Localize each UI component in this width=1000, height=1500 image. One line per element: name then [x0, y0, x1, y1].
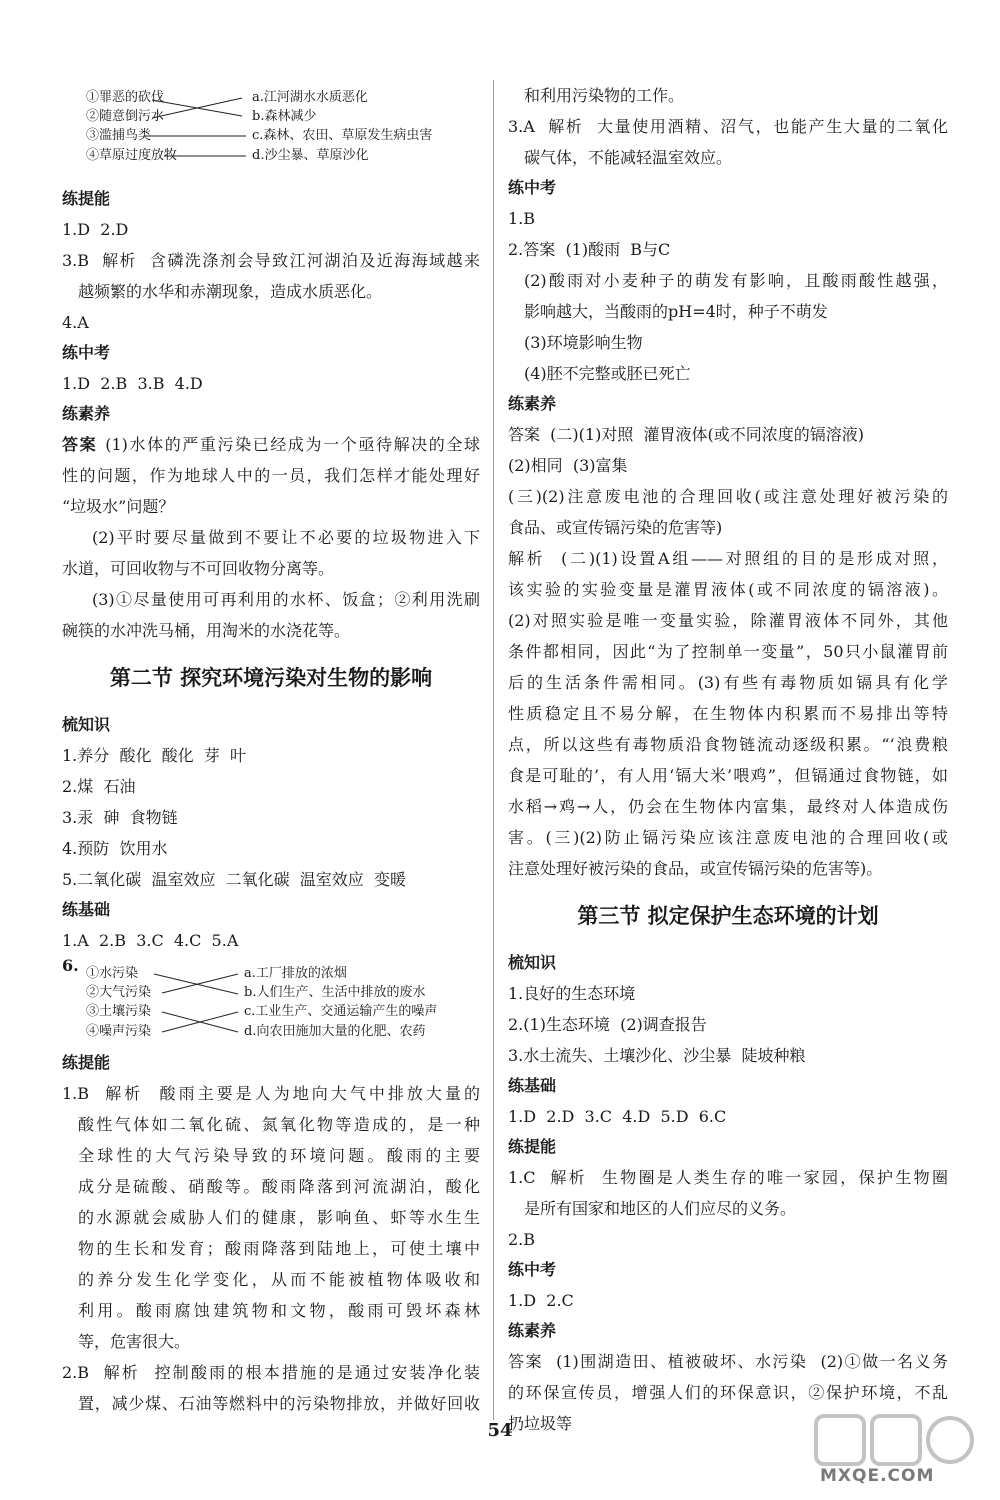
answer-line: 全球性的大气污染导致的环境问题。酸雨的主要: [78, 1146, 480, 1165]
watermark-text: MXQE.COM: [820, 1466, 935, 1486]
answer-line: 2.B: [508, 1230, 536, 1249]
section-2-title: 第二节 探究环境污染对生物的影响: [109, 666, 433, 690]
answer-text: (1)水体的严重污染已经成为一个亟待解决的全球: [105, 435, 480, 454]
match1-right-a: a.江河湖水水质恶化: [252, 90, 368, 105]
answer-line: 3.B 解析 含磷洗涤剂会导致江河湖泊及近海海域越来: [62, 251, 480, 270]
answer-line: 2.(1)生态环境 (2)调查报告: [508, 1015, 707, 1034]
answer-line: (3)①尽量使用可再利用的水杯、饭盒；②利用洗刷: [92, 590, 480, 609]
match1-right-c: c.森林、农田、草原发生病虫害: [252, 128, 433, 143]
answer-line: 2.答案 (1)酸雨 B与C: [508, 240, 671, 259]
analysis-line: 害。(三)(2)防止镉污染应该注意废电池的合理回收(或: [508, 828, 948, 847]
answer-line: 性的问题，作为地球人中的一员，我们怎样才能处理好: [62, 466, 480, 485]
analysis-line: 注意处理好被污染的食品，或宣传镉污染的危害等)。: [508, 859, 883, 878]
answer-line: (2)相同 (3)富集: [508, 456, 628, 475]
answer-line: 1.养分 酸化 酸化 芽 叶: [62, 746, 246, 765]
match1-left-1: ①罪恶的砍伐: [86, 90, 165, 105]
answer-line: 食品、或宣传镉污染的危害等): [508, 518, 723, 537]
right-column: [508, 80, 948, 1439]
answer-line: 置，减少煤、石油等燃料中的污染物排放，并做好回收: [78, 1394, 480, 1413]
match2-right-b: b.人们生产、生活中排放的废水: [244, 985, 426, 1000]
section-head-jichu: 练基础: [62, 900, 111, 919]
answer-line: 1.D 2.C: [508, 1291, 574, 1310]
analysis-line: 性质稳定且不易分解，在生物体内积累而不易排出等特: [508, 704, 948, 723]
answer-line: 1.B 解析 酸雨主要是人为地向大气中排放大量的: [62, 1084, 480, 1103]
answer-line: 答案 (二)(1)对照 灌胃液体(或不同浓度的镉溶液): [508, 425, 864, 444]
answer-line: 和利用污染物的工作。: [524, 86, 685, 105]
analysis-line: 解析 (二)(1)设置A组——对照组的目的是形成对照，: [508, 549, 948, 568]
analysis-line: (2)对照实验是唯一变量实验，除灌胃液体不同外，其他: [508, 611, 948, 630]
match1-right-b: b.森林减少: [252, 109, 317, 124]
section-head-shuzhishi: 梳知识: [508, 953, 557, 972]
answer-line: 水道，可回收物与不可回收物分离等。: [62, 559, 335, 578]
answer-line: (2)平时要尽量做到不要让不必要的垃圾物进入下: [92, 528, 480, 547]
match1-left-3: ③滥捕鸟类: [86, 128, 152, 143]
match2-left-1: ①水污染: [86, 966, 139, 981]
answer-line: 扔垃圾等: [508, 1414, 573, 1433]
answer-line: 碗筷的水冲洗马桶，用淘米的水浇花等。: [62, 621, 351, 640]
match2-left-3: ③土壤污染: [86, 1004, 152, 1019]
answer-tag: 答案: [62, 435, 98, 454]
answer-line: 的环保宣传员，增强人们的环保意识，②保护环境，不乱: [508, 1383, 948, 1402]
answer-line: 4.预防 饮用水: [62, 839, 168, 858]
answer-line: 的养分发生化学变化，从而不能被植物体吸收和: [78, 1270, 480, 1289]
match2-right-a: a.工厂排放的浓烟: [244, 966, 347, 981]
answer-line: 3.A 解析 大量使用酒精、沼气，也能产生大量的二氧化: [508, 117, 948, 136]
analysis-line: 食是可耻的’，有人用‘镉大米’喂鸡”，但镉通过食物链，如: [508, 766, 948, 785]
answer-line: 碳气体，不能减轻温室效应。: [524, 148, 733, 167]
section-head-jichu: 练基础: [508, 1076, 557, 1095]
analysis-line: 该实验的实验变量是灌胃液体(或不同浓度的镉溶液)。: [508, 580, 948, 599]
section-head-zhongkao: 练中考: [62, 343, 111, 362]
answer-line: 2.B 解析 控制酸雨的根本措施的是通过安装净化装: [62, 1363, 480, 1382]
section-head-lianti: 练提能: [62, 189, 111, 208]
section-head-lianti-2: 练提能: [62, 1053, 111, 1072]
answer-line: 1.D 2.D 3.C 4.D 5.D 6.C: [508, 1107, 727, 1126]
answer-line: (三)(2)注意废电池的合理回收(或注意处理好被污染的: [508, 487, 948, 506]
match1-right-d: d.沙尘暴、草原沙化: [252, 148, 369, 163]
answer-line: [62, 429, 480, 460]
answer-line: 的水源就会威胁人们的健康，影响鱼、虾等水生生: [78, 1208, 480, 1227]
match1-left-2: ②随意倒污水: [86, 109, 165, 124]
section-head-suyang: 练素养: [62, 404, 111, 423]
page-number: 54: [487, 1420, 513, 1441]
match2-right-c: c.工业生产、交通运输产生的噪声: [244, 1004, 438, 1019]
section-head-lianti: 练提能: [508, 1137, 557, 1156]
section-head-suyang-2: 练素养: [508, 1321, 557, 1340]
answer-line: 物的生长和发育；酸雨降落到陆地上，可使土壤中: [78, 1239, 480, 1258]
answer-line: 1.C 解析 生物圈是人类生存的唯一家园，保护生物圈: [508, 1168, 948, 1187]
answer-line: 1.良好的生态环境: [508, 984, 636, 1003]
answer-line: 3.汞 砷 食物链: [62, 808, 178, 827]
section-3-title: 第三节 拟定保护生态环境的计划: [577, 904, 879, 928]
analysis-line: 后的生活条件需相同。(3)有些有毒物质如镉具有化学: [508, 673, 948, 692]
answer-line: 1.D 2.B 3.B 4.D: [62, 374, 203, 393]
match2-left-4: ④噪声污染: [86, 1024, 152, 1039]
match2-left-2: ②大气污染: [86, 985, 152, 1000]
analysis-line: 水稻→鸡→人，仍会在生物体内富集，最终对人体造成伤: [508, 797, 948, 816]
question-number: 6.: [62, 956, 79, 975]
matching-diagram-2: [62, 956, 480, 1048]
answer-line: (4)胚不完整或胚已死亡: [524, 364, 691, 383]
analysis-line: 条件都相同，因此“为了控制单一变量”，50只小鼠灌胃前: [508, 642, 948, 661]
answer-line: 答案 (1)围湖造田、植被破坏、水污染 (2)①做一名义务: [508, 1352, 948, 1371]
answer-line: 2.煤 石油: [62, 777, 136, 796]
answer-line: 利用。酸雨腐蚀建筑物和文物，酸雨可毁坏森林: [78, 1301, 480, 1320]
analysis-line: 点，所以这些有毒物质沿食物链流动逐级积累。“‘浪费粮: [508, 735, 948, 754]
answer-line: (3)环境影响生物: [524, 333, 643, 352]
section-head-suyang: 练素养: [508, 394, 557, 413]
match2-right-d: d.向农田施加大量的化肥、农药: [244, 1024, 426, 1039]
answer-line: 酸性气体如二氧化硫、氮氧化物等造成的，是一种: [78, 1115, 480, 1134]
section-head-zhongkao-2: 练中考: [508, 1260, 557, 1279]
answer-line: 4.A: [62, 313, 89, 332]
answer-line: 3.水土流失、土壤沙化、沙尘暴 陡坡种粮: [508, 1046, 806, 1065]
section-head-shuzhishi: 梳知识: [62, 715, 111, 734]
answer-line: 1.A 2.B 3.C 4.C 5.A: [62, 931, 239, 950]
section-head-zhongkao: 练中考: [508, 178, 557, 197]
answer-line: (2)酸雨对小麦种子的萌发有影响，且酸雨酸性越强，: [524, 271, 948, 290]
answer-line: 越频繁的水华和赤潮现象，造成水质恶化。: [78, 282, 383, 301]
answer-line: 5.二氧化碳 温室效应 二氧化碳 温室效应 变暖: [62, 870, 406, 889]
column-divider: [493, 80, 494, 1420]
answer-line: 影响越大，当酸雨的pH=4时，种子不萌发: [524, 302, 828, 321]
answer-line: “垃圾水”问题？: [62, 497, 175, 516]
answer-line: 成分是硫酸、硝酸等。酸雨降落到河流湖泊，酸化: [78, 1177, 480, 1196]
matching-diagram-1: [62, 80, 480, 168]
left-column: [62, 80, 480, 1419]
answer-line: 1.D 2.D: [62, 220, 129, 239]
answer-line: 1.B: [508, 209, 536, 228]
match1-left-4: ④草原过度放牧: [86, 148, 178, 163]
answer-line: 是所有国家和地区的人们应尽的义务。: [524, 1199, 797, 1218]
answer-line: 等，危害很大。: [78, 1332, 191, 1351]
